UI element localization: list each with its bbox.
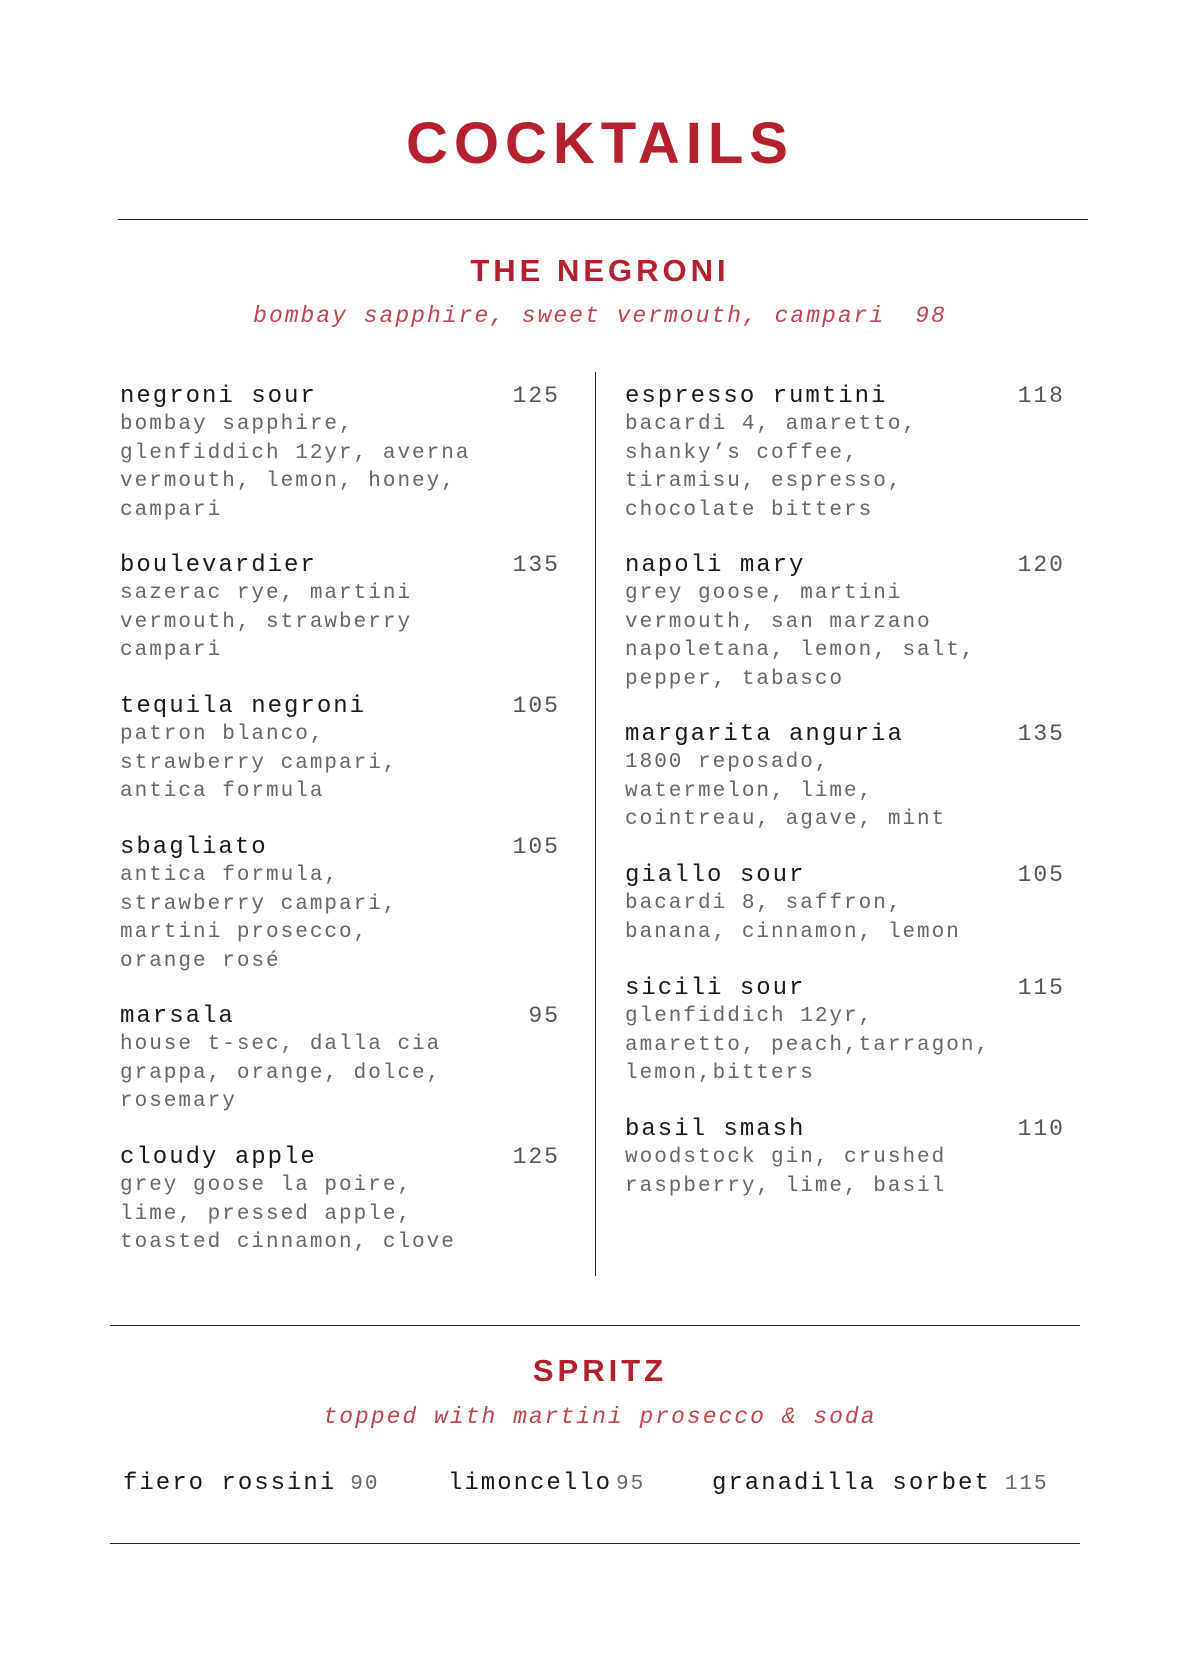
negroni-subtitle-text: bombay sapphire, sweet vermouth, campari <box>253 303 886 329</box>
item-description: 1800 reposado, watermelon, lime, cointreau, agave, mint <box>625 751 947 831</box>
item-price: 105 <box>512 693 560 719</box>
left-cocktail-column <box>120 382 560 1258</box>
item-description: glenfiddich 12yr, amaretto, peach,tarragon, lemon,bitters <box>625 1005 991 1085</box>
spritz-item-price: 95 <box>616 1473 646 1496</box>
item-price: 95 <box>528 1003 560 1029</box>
menu-item <box>120 382 560 551</box>
menu-item <box>120 833 560 1002</box>
item-name: margarita anguria <box>625 721 904 748</box>
menu-item <box>120 692 560 833</box>
item-name: sicili sour <box>625 975 806 1002</box>
menu-item <box>625 861 1065 974</box>
spritz-item-price: 115 <box>1004 1473 1049 1496</box>
top-divider <box>118 219 1088 220</box>
menu-item <box>120 551 560 692</box>
spritz-item <box>448 1470 645 1497</box>
menu-item <box>120 1002 560 1143</box>
negroni-heading: THE NEGRONI <box>470 253 730 288</box>
spritz-item-price: 90 <box>350 1473 380 1496</box>
item-name: espresso rumtini <box>625 383 888 410</box>
column-divider <box>595 372 596 1276</box>
item-description: grey goose la poire, lime, pressed apple, toasted cinnamon, clove <box>120 1174 456 1254</box>
spritz-item-name: granadilla sorbet <box>712 1470 991 1497</box>
right-cocktail-column <box>625 382 1065 1201</box>
menu-item <box>625 1115 1065 1201</box>
item-description: sazerac rye, martini vermouth, strawberry campari <box>120 582 413 662</box>
item-description: bacardi 8, saffron, banana, cinnamon, lemon <box>625 892 961 944</box>
spritz-item-name: limoncello <box>448 1470 613 1497</box>
spritz-item-name: fiero rossini <box>123 1470 337 1497</box>
item-name: sbagliato <box>120 834 268 861</box>
negroni-subtitle <box>0 303 1200 329</box>
menu-item <box>625 551 1065 720</box>
item-price: 115 <box>1017 975 1065 1001</box>
item-description: house t-sec, dalla cia grappa, orange, dolce, rosemary <box>120 1033 442 1113</box>
menu-title: COCKTAILS <box>405 111 794 176</box>
item-price: 118 <box>1017 383 1065 409</box>
item-name: negroni sour <box>120 383 317 410</box>
item-price: 110 <box>1017 1116 1065 1142</box>
menu-item <box>625 974 1065 1115</box>
menu-item <box>625 382 1065 551</box>
item-description: grey goose, martini vermouth, san marzano napoletana, lemon, salt, pepper, tabasco <box>625 582 976 691</box>
item-name: napoli mary <box>625 552 806 579</box>
item-price: 135 <box>1017 721 1065 747</box>
item-description: bacardi 4, amaretto, shanky’s coffee, tiramisu, espresso, chocolate bitters <box>625 413 918 522</box>
item-price: 125 <box>512 1144 560 1170</box>
item-name: basil smash <box>625 1116 806 1143</box>
item-name: giallo sour <box>625 862 806 889</box>
item-price: 105 <box>1017 862 1065 888</box>
item-description: woodstock gin, crushed raspberry, lime, basil <box>625 1146 947 1198</box>
item-price: 105 <box>512 834 560 860</box>
middle-divider <box>110 1325 1080 1326</box>
item-description: bombay sapphire, glenfiddich 12yr, averna vermouth, lemon, honey, campari <box>120 413 471 522</box>
spritz-item <box>712 1470 1049 1497</box>
item-description: patron blanco, strawberry campari, antica formula <box>120 723 398 803</box>
spritz-subtitle: topped with martini prosecco & soda <box>323 1404 877 1430</box>
item-name: tequila negroni <box>120 693 367 720</box>
item-price: 125 <box>512 383 560 409</box>
item-name: cloudy apple <box>120 1144 317 1171</box>
item-name: marsala <box>120 1003 235 1030</box>
negroni-price: 98 <box>915 303 947 329</box>
item-description: antica formula, strawberry campari, martini prosecco, orange rosé <box>120 864 398 973</box>
menu-item <box>625 720 1065 861</box>
item-price: 135 <box>512 552 560 578</box>
bottom-divider <box>110 1543 1080 1544</box>
menu-item <box>120 1143 560 1258</box>
spritz-item <box>123 1470 379 1497</box>
item-price: 120 <box>1017 552 1065 578</box>
item-name: boulevardier <box>120 552 317 579</box>
spritz-heading: SPRITZ <box>532 1353 668 1388</box>
